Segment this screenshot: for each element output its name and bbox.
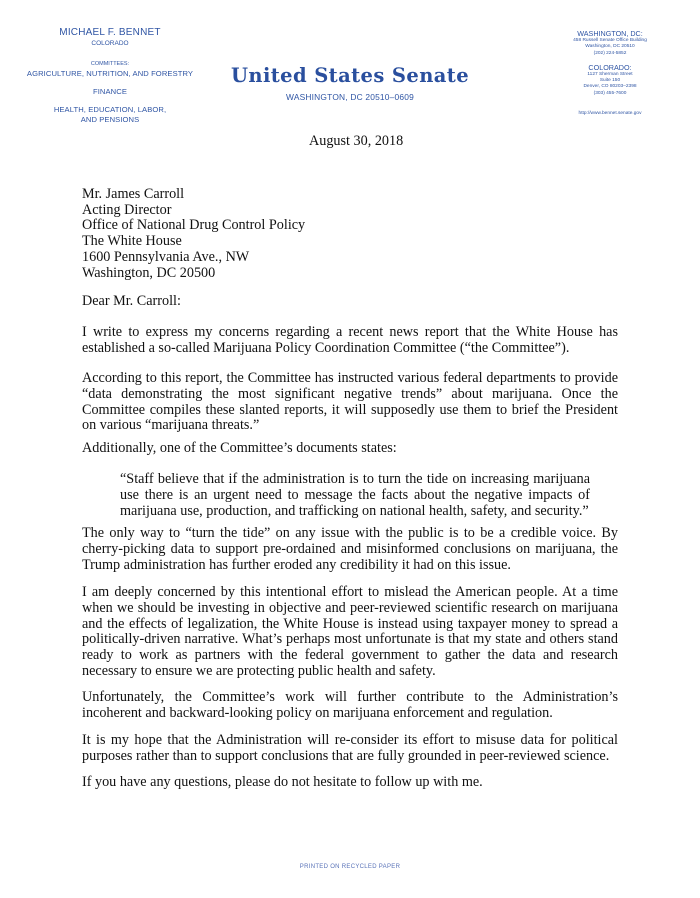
body-paragraph: Additionally, one of the Committee’s documents states: xyxy=(82,440,397,456)
committee-agriculture: AGRICULTURE, NUTRITION, AND FORESTRY xyxy=(26,69,194,78)
office-co-line: 1127 Sherman Street xyxy=(587,71,633,77)
committee-help-line-2: AND PENSIONS xyxy=(80,115,140,124)
institution-title: United States Senate xyxy=(230,64,470,87)
body-paragraph: I write to express my concerns regarding a recent news report that the White House has established a so-called Marijuana Policy Coordination Committee (“the Committee”). xyxy=(82,324,618,356)
address-line: Acting Director xyxy=(82,201,172,218)
address-line: Washington, DC 20500 xyxy=(82,264,216,281)
letterhead-left xyxy=(0,27,220,125)
senator-name: MICHAEL F. BENNET xyxy=(59,27,161,38)
senator-state: COLORADO xyxy=(91,40,129,47)
address-line: Mr. James Carroll xyxy=(82,186,185,202)
body-paragraph: It is my hope that the Administration will re-consider its effort to misuse data for political purposes rather than to support conclusions that are fully grounded in peer-reviewed science. xyxy=(82,732,618,764)
committee-help-line-1: HEALTH, EDUCATION, LABOR, xyxy=(53,105,167,114)
office-dc-label: WASHINGTON, DC: xyxy=(577,29,643,38)
recycled-paper-footer: PRINTED ON RECYCLED PAPER xyxy=(299,864,401,870)
letterhead-center xyxy=(230,64,470,102)
letter-date: August 30, 2018 xyxy=(309,133,404,149)
salutation: Dear Mr. Carroll: xyxy=(82,293,181,309)
block-quote: “Staff believe that if the administration is to turn the tide on increasing marijuana use there is an urgent need to message the facts about the negative impacts of marijuana use, production, and trafficking on national health, safety, and security.” xyxy=(120,471,590,519)
committee-help xyxy=(0,105,220,125)
body-paragraph: According to this report, the Committee has instructed various federal departments to provide “data demonstrating the most significant negative trends” about marijuana. Once the Committee compiles these slanted reports, it will supposedly use them to brief the President on various “marijuana threats.” xyxy=(82,370,618,434)
committee-finance: FINANCE xyxy=(92,87,128,96)
body-paragraph: Unfortunately, the Committee’s work will further contribute to the Administration’s incoherent and backward-looking policy on marijuana enforcement and regulation. xyxy=(82,689,618,721)
address-line: The White House xyxy=(82,233,182,250)
office-co-line: Suite 150 xyxy=(599,78,621,84)
institution-address: WASHINGTON, DC 20510–0609 xyxy=(286,92,414,102)
office-dc-line: (202) 224-5852 xyxy=(593,50,627,56)
address-line: Office of National Drug Control Policy xyxy=(82,217,306,234)
letterhead-right xyxy=(545,29,675,116)
address-line: 1600 Pennsylvania Ave., NW xyxy=(82,248,250,265)
office-dc-line: Washington, DC 20510 xyxy=(585,44,635,50)
body-paragraph: If you have any questions, please do not hesitate to follow up with me. xyxy=(82,774,483,790)
office-co-line: Denver, CO 80203–2398 xyxy=(583,84,637,90)
office-co-line: (303) 455-7600 xyxy=(593,90,627,96)
body-paragraph: I am deeply concerned by this intentional effort to mislead the American people. At a time when we should be investing in objective and peer-reviewed scientific research on marijuana and the effects of legalization, the White House is instead using taxpayer money to spread a politically-driven narrative. What’s perhaps most unfortunate is that my state and others stand ready to work as partners with the federal government to gather the data and research necessary to ensure we are protecting public health and safety. xyxy=(82,584,618,679)
committees-label: COMMITTEES: xyxy=(90,61,130,67)
office-co-label: COLORADO: xyxy=(588,62,632,72)
website-link[interactable]: http://www.bennet.senate.gov xyxy=(578,111,642,117)
body-paragraph: The only way to “turn the tide” on any issue with the public is to be a credible voice. By cherry-picking data to support pre-ordained and misinformed conclusions on marijuana, the Trump administration has further eroded any credibility it had on this issue. xyxy=(82,525,618,573)
office-dc-line: 458 Russell Senate Office Building xyxy=(573,38,647,43)
addressee-block xyxy=(82,187,305,281)
